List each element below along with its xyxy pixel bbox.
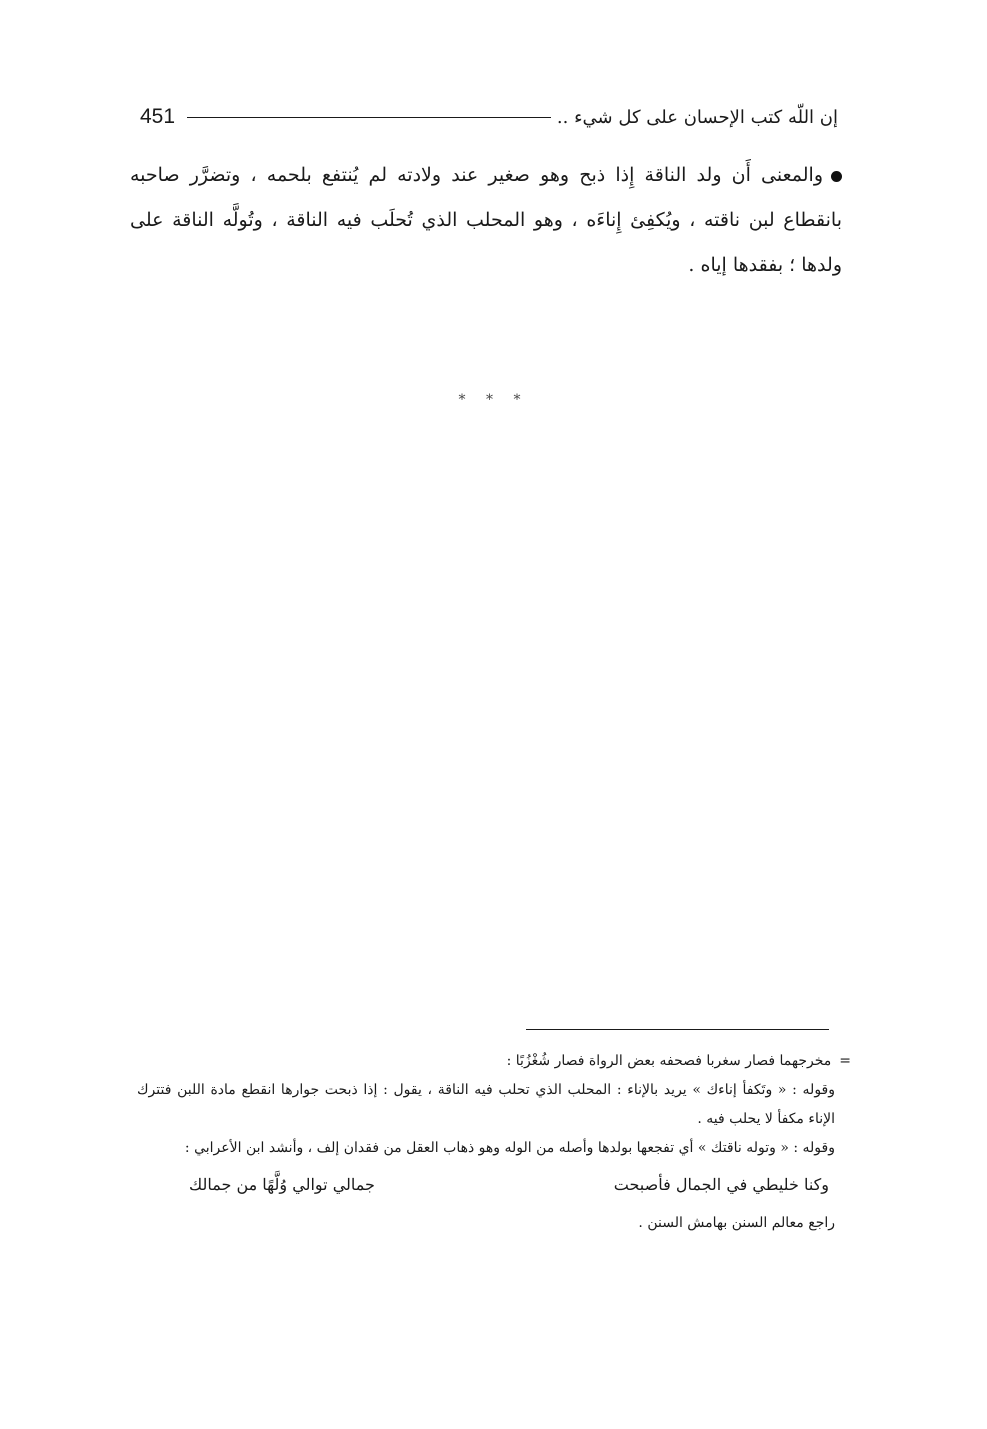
header-rule: [187, 117, 551, 118]
body-paragraph: [130, 153, 842, 288]
footnote-paragraph-2: وقوله : « وتَكفأ إناءك » يريد بالإناء : المحلب الذي تحلب فيه الناقة ، يقول : إذا ذبحت جوارها انقطع مادة اللبن فتترك الإناء مكفأ لا يحلب فيه .: [137, 1082, 835, 1127]
footnote-line-1-text: مخرجهما فصار سغربا فصحفه بعض الرواة فصار شُغْزُبًا :: [506, 1053, 832, 1069]
verse-first-hemistich: وكنا خليطي في الجمال فأصبحت: [613, 1175, 829, 1194]
bullet-icon: [831, 171, 842, 182]
verse-line: [137, 1163, 851, 1209]
continuation-mark: =: [839, 1053, 851, 1069]
footnotes: [137, 1047, 851, 1238]
page-header: [140, 97, 838, 137]
verse-second-hemistich: جمالي توالي وُلَّهًا من جمالك: [189, 1175, 375, 1194]
body-paragraph-text: والمعنى أَن ولد الناقة إِذا ذبح وهو صغير عند ولادته لم يُنتفع بلحمه ، وتضرَّر صاحبه بانقطاع لبن ناقته ، ويُكفِئ إِناءَه ، وهو المحلب الذي تُحلَب فيه الناقة ، وتُولَّه الناقة على ولدها ؛ بفقدها إياه .: [130, 164, 842, 276]
running-head: إن اللّه كتب الإحسان على كل شيء ..: [556, 106, 838, 128]
footnote-paragraph-3: وقوله : « وتوله ناقتك » أي تفجعها بولدها وأصله من الوله وهو ذهاب العقل من فقدان إلف ، وأنشد ابن الأعرابي :: [184, 1140, 835, 1156]
footnote-rule: [526, 1029, 829, 1030]
page-number: 451: [140, 105, 176, 128]
section-separator: * * *: [458, 392, 529, 408]
footnote-final-line: راجع معالم السنن بهامش السنن .: [638, 1215, 835, 1231]
footnote-line-1: [137, 1047, 851, 1076]
